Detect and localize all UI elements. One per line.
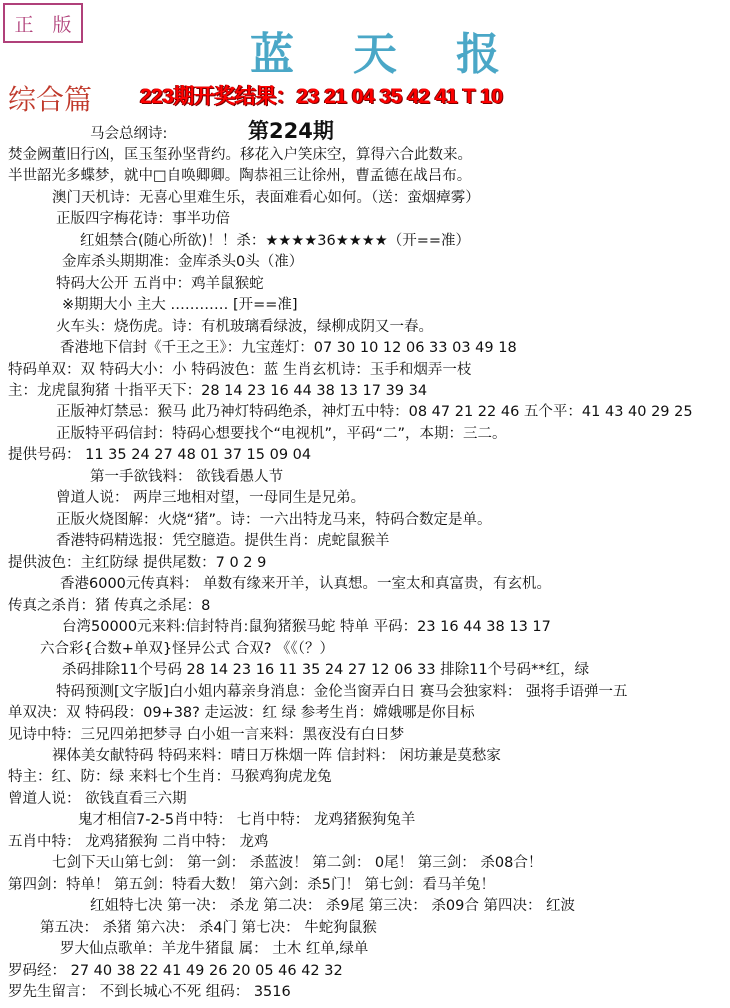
text-line-40: 罗大仙点歌单：羊龙牛猪鼠 属： 土木 红单,绿单 — [60, 941, 369, 957]
text-line-10: ※期期大小 主大 ………… [开==准] — [62, 297, 298, 313]
stamp-char-2: 版 — [52, 13, 72, 36]
title-char-1: 蓝 — [250, 29, 294, 80]
text-line-42: 罗先生留言： 不到长城心不死 组码： 3516 — [8, 984, 291, 1000]
text-line-14: 主：龙虎鼠狗猪 十指平天下：28 14 23 16 44 38 13 17 39 34 — [8, 383, 428, 399]
text-line-19: 曾道人说： 两岸三地相对望，一母同生是兄弟。 — [56, 490, 366, 506]
text-line-28: 特码预测[文字版]白小姐内幕亲身消息：金伦当窗弄白日 赛马会独家料： 强将手语弹一五 — [56, 684, 628, 700]
text-line-27: 杀码排除11个号码 28 14 23 16 11 35 24 27 12 06 33 排除11个号码**红，绿 — [62, 662, 590, 678]
text-line-16: 正版特平码信封：特码心想要找个“电视机”，平码“二”，本期：三二。 — [56, 426, 507, 442]
text-line-6: 正版四字梅花诗：事半功倍 — [56, 211, 230, 227]
text-line-2: 第224期 — [248, 119, 334, 143]
text-line-8: 金库杀头期期准：金库杀头0头（准） — [62, 254, 304, 270]
text-line-41: 罗码经： 27 40 38 22 41 49 26 20 05 46 42 32 — [8, 963, 343, 979]
title-char-2: 天 — [353, 29, 397, 80]
text-line-1: 马会总纲诗: — [90, 126, 168, 142]
text-line-25: 台湾50000元来料:信封特肖:鼠狗猪猴马蛇 特单 平码：23 16 44 38 13 17 — [62, 619, 551, 635]
text-line-32: 特主：红、防：绿 来料七个生肖：马猴鸡狗虎龙兔 — [8, 769, 332, 785]
text-line-11: 火车头：烧伤虎。诗：有机玻璃看绿波，绿柳成阴又一春。 — [56, 319, 433, 335]
text-line-7: 红姐禁合(随心所欲)！！杀：★★★★36★★★★（开==准） — [80, 233, 471, 249]
text-line-20: 正版火烧图解：火烧“猪”。诗：一六出特龙马来，特码合数定是单。 — [56, 512, 492, 528]
text-line-37: 第四剑：特单！ 第五剑：特看大数！ 第六剑：杀5门！ 第七剑：看马羊兔！ — [8, 877, 496, 893]
page-title — [250, 18, 500, 82]
text-line-29: 单双决：双 特码段：09+38? 走运波：红 绿 参考生肖：嫦娥哪是你目标 — [8, 705, 475, 721]
text-line-22: 提供波色：主红防绿 提供尾数：7 0 2 9 — [8, 555, 267, 571]
text-line-34: 鬼才相信7-2-5肖中特： 七肖中特： 龙鸡猪猴狗兔羊 — [78, 812, 416, 828]
text-line-3: 焚金阙董旧行凶，匡玉玺孙坚背约。移花入户笑床空，算得六合此数来。 — [8, 147, 472, 163]
text-line-12: 香港地下信封《千王之王》：九宝莲灯：07 30 10 12 06 33 03 49 18 — [60, 340, 517, 356]
text-line-24: 传真之杀肖：猪 传真之杀尾：8 — [8, 598, 211, 614]
authentic-stamp — [3, 3, 83, 43]
text-line-39: 第五决： 杀猪 第六决： 杀4门 第七决： 牛蛇狗鼠猴 — [40, 920, 377, 936]
text-line-5: 澳门天机诗：无喜心里难生乐，表面难看心如何。（送：蛮烟瘴雾） — [52, 190, 480, 206]
text-line-38: 红姐特七决 第一决： 杀龙 第二决： 杀9尾 第三决： 杀09合 第四决： 红波 — [90, 898, 576, 914]
text-line-21: 香港特码精选报：凭空臆造。提供生肖：虎蛇鼠猴羊 — [56, 533, 390, 549]
text-line-9: 特码大公开 五肖中：鸡羊鼠猴蛇 — [56, 276, 264, 292]
text-line-17: 提供号码： 11 35 24 27 48 01 37 15 09 04 — [8, 447, 312, 463]
text-line-35: 五肖中特： 龙鸡猪猴狗 二肖中特： 龙鸡 — [8, 834, 269, 850]
text-line-30: 见诗中特：三兄四弟把梦寻 白小姐一言来料：黑夜没有白日梦 — [8, 727, 405, 743]
text-line-36: 七剑下天山第七剑： 第一剑： 杀蓝波！ 第二剑： 0尾！ 第三剑： 杀08合！ — [52, 855, 543, 871]
text-line-15: 正版神灯禁忌：猴马 此乃神灯特码绝杀，神灯五中特：08 47 21 22 46 五个平：41 43 40 29 25 — [56, 404, 693, 420]
text-line-18: 第一手欲钱料： 欲钱看愚人节 — [90, 469, 284, 485]
text-line-33: 曾道人说： 欲钱直看三六期 — [8, 791, 187, 807]
draw-result: 223期开奖结果：23 21 04 35 42 41 T 10 — [140, 85, 503, 108]
text-line-31: 裸体美女献特码 特码来料：晴日万株烟一阵 信封料： 闲坊兼是莫愁家 — [52, 748, 501, 764]
text-line-26: 六合彩{合数+单双}怪异公式 合双? 《《（？） — [40, 641, 335, 657]
stamp-char-1: 正 — [14, 13, 34, 36]
text-line-13: 特码单双：双 特码大小：小 特码波色：蓝 生肖玄机诗：玉手和烟弄一枝 — [8, 362, 472, 378]
text-line-4: 半世韶光多蝶梦，就中□自唤卿卿。陶恭祖三让徐州，曹孟德在战吕布。 — [8, 168, 472, 184]
section-heading: 综合篇 — [8, 83, 93, 116]
title-char-3: 报 — [456, 29, 500, 80]
text-line-23: 香港6000元传真料： 单数有缘来开羊，认真想。一室太和真富贵，有玄机。 — [60, 576, 552, 592]
